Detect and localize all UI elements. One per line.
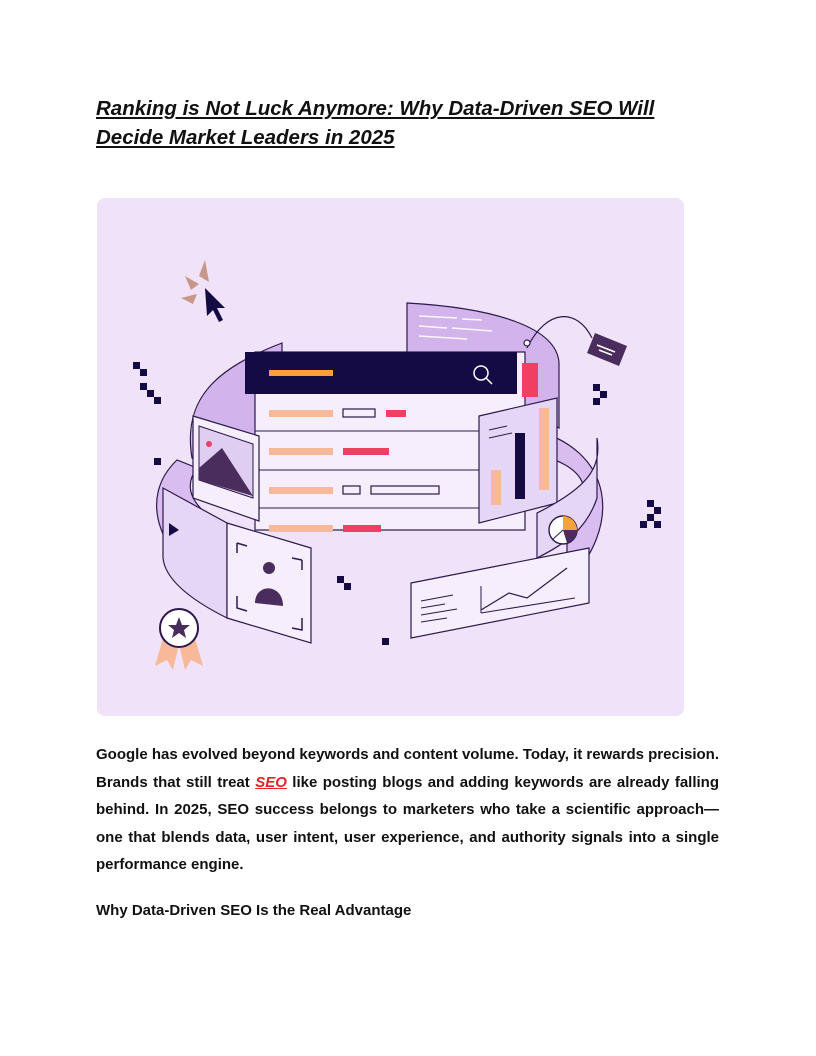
title-line-1: Ranking is Not Luck Anymore: Why Data-Driven SEO Will xyxy=(96,97,655,120)
seo-illustration xyxy=(97,198,684,716)
section-subheading: Why Data-Driven SEO Is the Real Advantage xyxy=(96,902,412,919)
bar-chart-icon xyxy=(479,398,557,523)
seo-link[interactable]: SEO xyxy=(255,773,287,791)
intro-paragraph xyxy=(96,741,719,879)
pie-chart-icon xyxy=(549,516,577,544)
title-line-2: Decide Market Leaders in 2025 xyxy=(96,126,395,149)
paragraph-text-after-link: like posting blogs and adding keywords are already falling behind. In 2025, SEO success belongs to marketers who take a scientific approach—one that blends data, user intent, user experience, and authority signals into a single performance engine. xyxy=(96,773,720,874)
document-title xyxy=(96,94,736,152)
paragraph-text-before-link: Google has evolved beyond keywords and content volume. Today, it rewards precision. Brands that still treat xyxy=(96,746,719,791)
